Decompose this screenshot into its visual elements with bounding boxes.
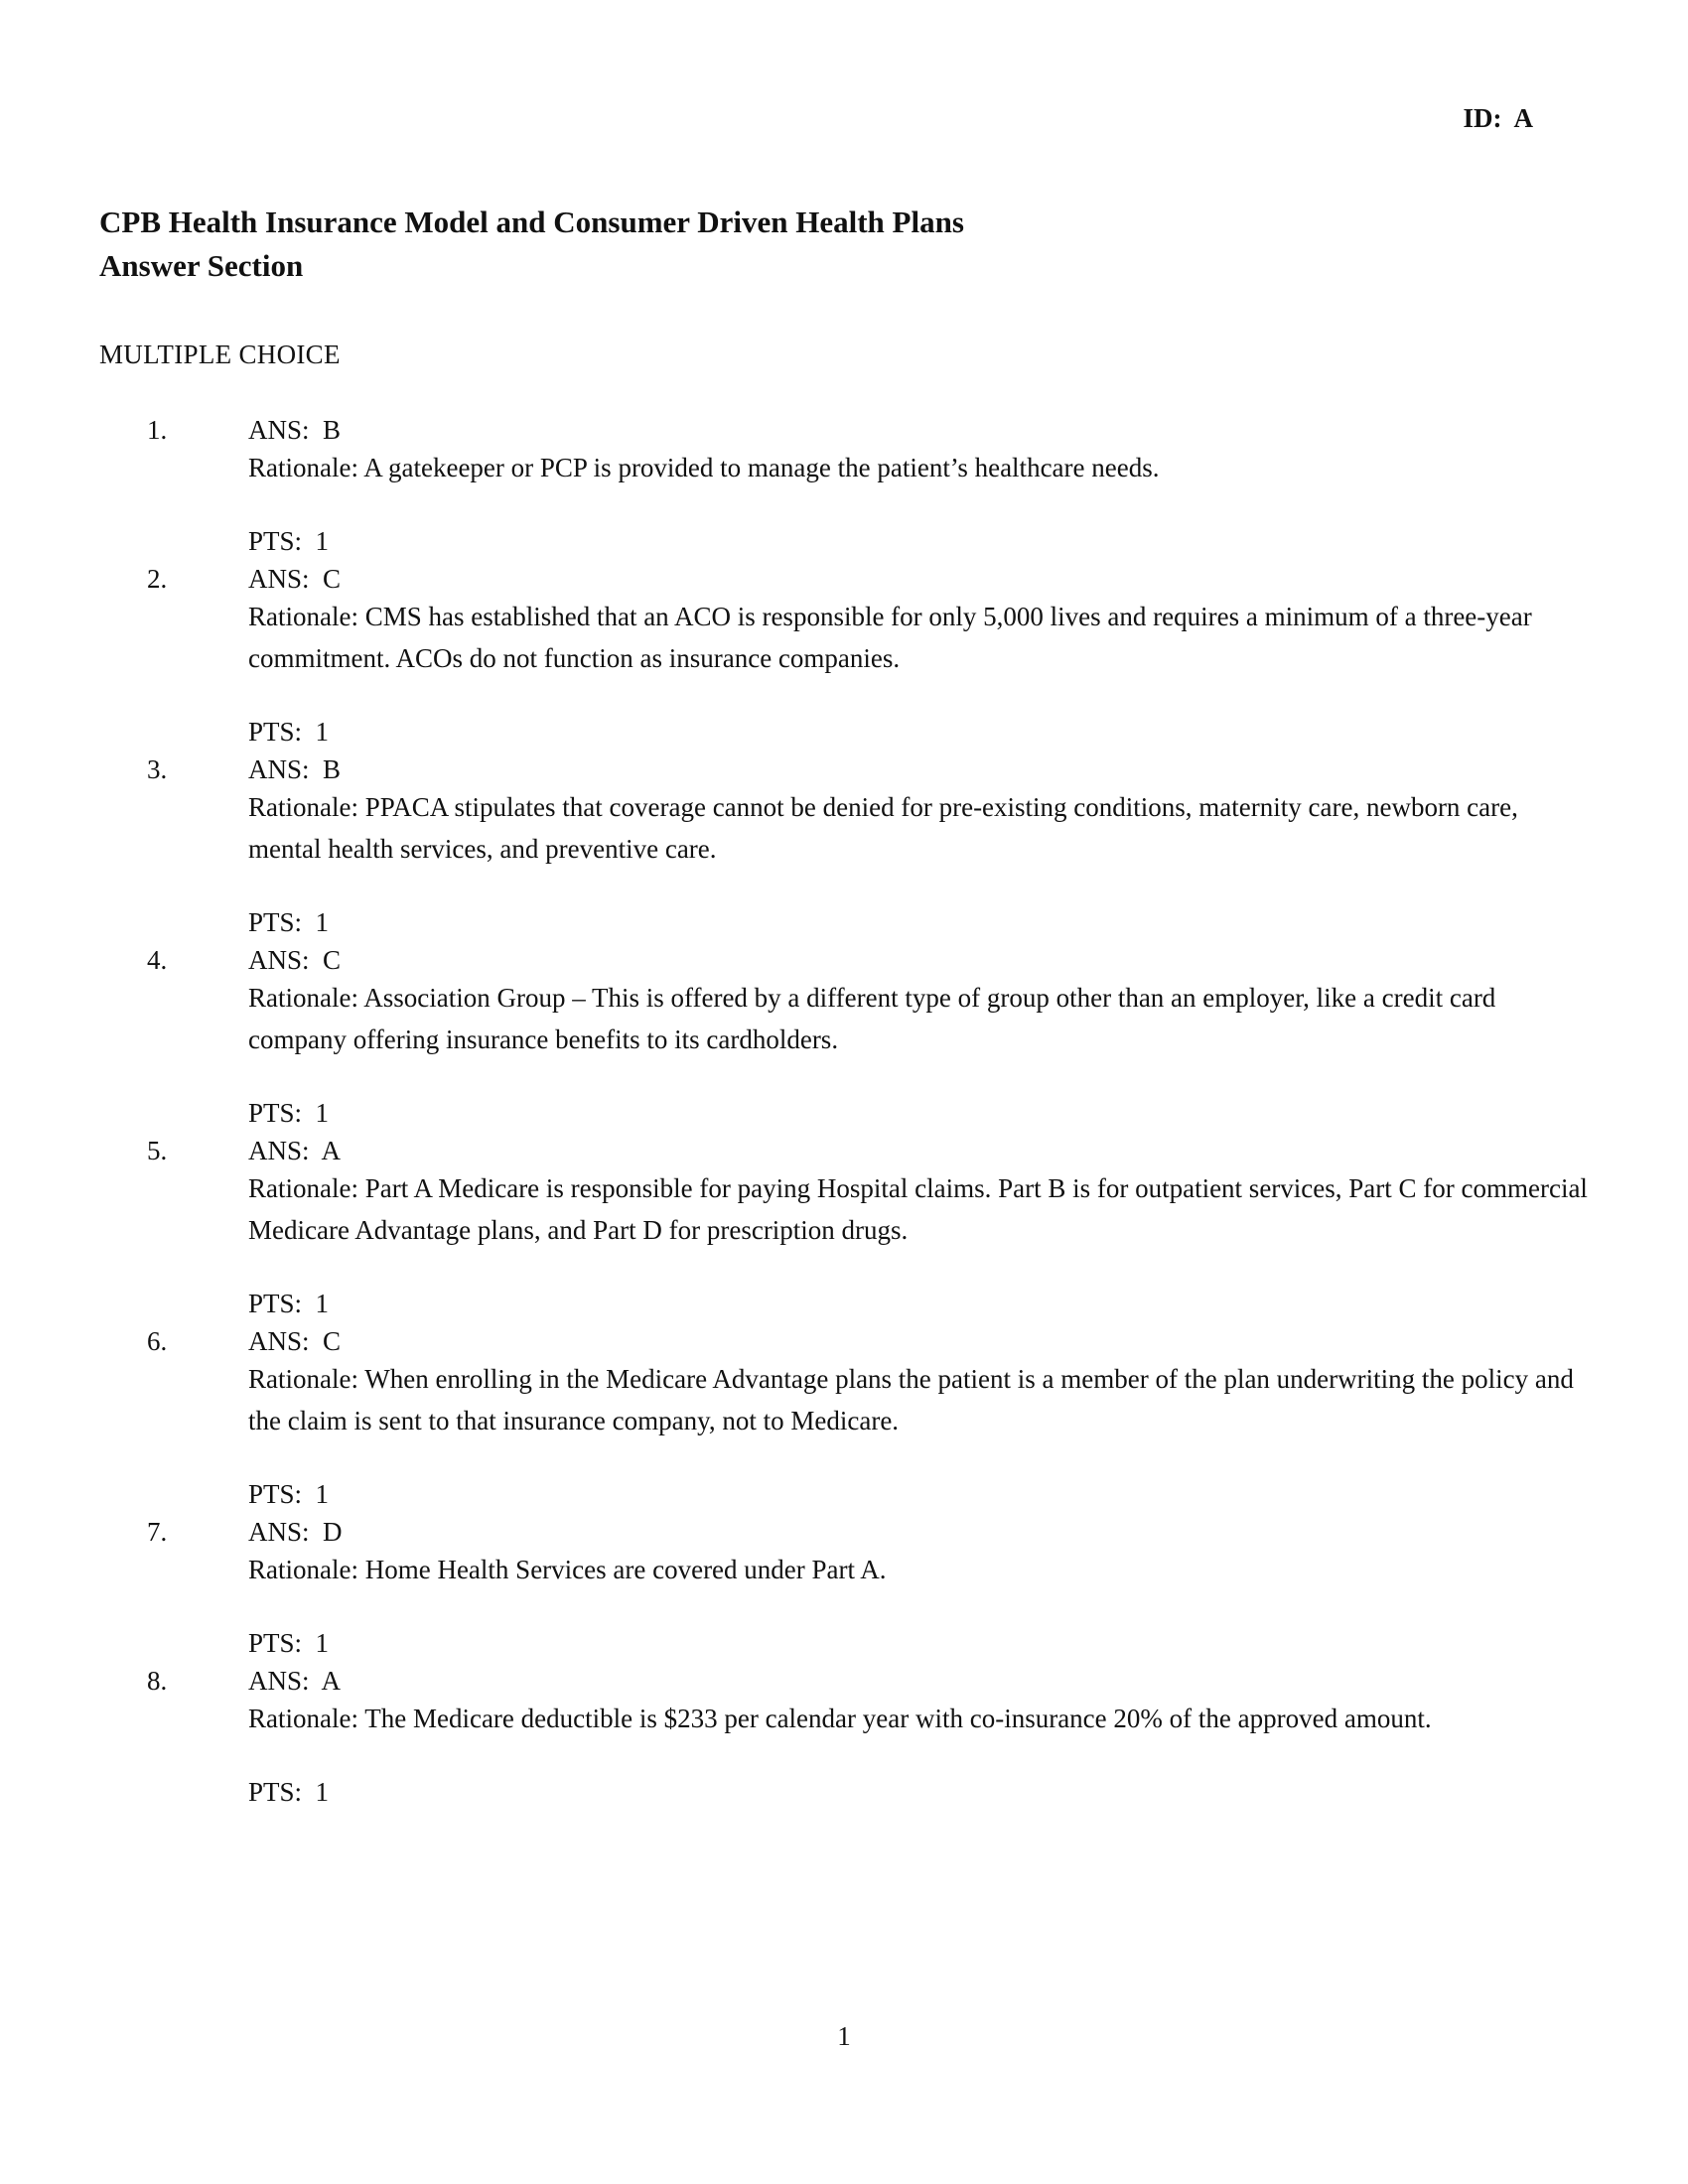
- question-item: [147, 560, 1589, 751]
- points-label: PTS:: [248, 907, 303, 937]
- answer-value: C: [323, 945, 342, 975]
- answer-value: A: [321, 1136, 342, 1165]
- answer-value: A: [321, 1666, 342, 1696]
- rationale-text: Association Group – This is offered by a different type of group other than an employer, like a credit card company offering insurance benefits to its cardholders.: [248, 983, 1496, 1054]
- document-id: [1463, 103, 1533, 134]
- question-item: [147, 411, 1589, 560]
- rationale-text: When enrolling in the Medicare Advantage plans the patient is a member of the plan underwriting the policy and the claim is sent to that insurance company, not to Medicare.: [248, 1364, 1574, 1435]
- rationale: [248, 1549, 1589, 1590]
- question-number: 8.: [147, 1666, 168, 1696]
- question-number: 1.: [147, 415, 168, 445]
- id-value: A: [1513, 103, 1533, 133]
- points-value: 1: [315, 526, 330, 556]
- rationale-label: Rationale:: [248, 1364, 358, 1394]
- answer-line: [248, 941, 1589, 979]
- rationale-label: Rationale:: [248, 1555, 358, 1584]
- rationale-label: Rationale:: [248, 602, 358, 631]
- points-line: [248, 1475, 1589, 1513]
- points-value: 1: [315, 907, 330, 937]
- rationale: [248, 596, 1589, 679]
- question-item: [147, 1322, 1589, 1513]
- question-item: [147, 1662, 1589, 1811]
- rationale-text: The Medicare deductible is $233 per calendar year with co-insurance 20% of the approved amount.: [364, 1704, 1432, 1733]
- answer-line: [248, 1662, 1589, 1700]
- answer-label: ANS:: [248, 754, 310, 784]
- answer-label: ANS:: [248, 1136, 310, 1165]
- points-label: PTS:: [248, 526, 303, 556]
- points-value: 1: [315, 1479, 330, 1509]
- points-label: PTS:: [248, 1479, 303, 1509]
- points-value: 1: [315, 1098, 330, 1128]
- points-label: PTS:: [248, 1777, 303, 1807]
- answer-line: [248, 560, 1589, 598]
- title-line-1: CPB Health Insurance Model and Consumer Driven Health Plans: [99, 205, 964, 239]
- points-value: 1: [315, 717, 330, 747]
- question-item: [147, 941, 1589, 1132]
- answer-value: C: [323, 564, 342, 594]
- rationale-text: Home Health Services are covered under Part A.: [364, 1555, 887, 1584]
- rationale-label: Rationale:: [248, 792, 358, 822]
- question-body: [248, 1662, 1589, 1811]
- points-line: [248, 1624, 1589, 1662]
- points-value: 1: [315, 1777, 330, 1807]
- question-number: 4.: [147, 945, 168, 975]
- question-list: [147, 411, 1589, 1811]
- rationale-label: Rationale:: [248, 983, 358, 1013]
- question-body: [248, 1322, 1589, 1513]
- answer-line: [248, 751, 1589, 788]
- question-number: 5.: [147, 1136, 168, 1165]
- answer-label: ANS:: [248, 564, 310, 594]
- rationale: [248, 1358, 1589, 1441]
- section-heading: MULTIPLE CHOICE: [99, 340, 341, 369]
- question-body: [248, 1513, 1589, 1662]
- answer-value: B: [323, 415, 342, 445]
- question-number: 3.: [147, 754, 168, 784]
- rationale: [248, 1698, 1589, 1739]
- answer-label: ANS:: [248, 1326, 310, 1356]
- rationale: [248, 1167, 1589, 1251]
- answer-value: D: [323, 1517, 343, 1547]
- rationale: [248, 977, 1589, 1060]
- answer-label: ANS:: [248, 945, 310, 975]
- document-title: [99, 201, 964, 288]
- points-value: 1: [315, 1628, 330, 1658]
- answer-label: ANS:: [248, 1517, 310, 1547]
- question-item: [147, 751, 1589, 941]
- points-line: [248, 903, 1589, 941]
- page-number: 1: [837, 2021, 851, 2051]
- points-label: PTS:: [248, 1098, 303, 1128]
- title-line-2: Answer Section: [99, 248, 304, 283]
- points-line: [248, 713, 1589, 751]
- rationale-text: A gatekeeper or PCP is provided to manage the patient’s healthcare needs.: [363, 453, 1160, 482]
- points-value: 1: [315, 1289, 330, 1318]
- points-line: [248, 1773, 1589, 1811]
- points-label: PTS:: [248, 1628, 303, 1658]
- points-line: [248, 1094, 1589, 1132]
- rationale: [248, 786, 1589, 870]
- answer-value: C: [323, 1326, 342, 1356]
- question-number: 2.: [147, 564, 168, 594]
- rationale-label: Rationale:: [248, 453, 358, 482]
- points-line: [248, 1285, 1589, 1322]
- answer-line: [248, 411, 1589, 449]
- question-item: [147, 1132, 1589, 1322]
- question-body: [248, 560, 1589, 751]
- points-label: PTS:: [248, 1289, 303, 1318]
- answer-line: [248, 1132, 1589, 1169]
- question-number: 6.: [147, 1326, 168, 1356]
- answer-line: [248, 1322, 1589, 1360]
- rationale-text: PPACA stipulates that coverage cannot be denied for pre-existing conditions, maternity care, newborn care, mental health services, and preventive care.: [248, 792, 1518, 864]
- question-number: 7.: [147, 1517, 168, 1547]
- answer-label: ANS:: [248, 415, 310, 445]
- rationale-text: CMS has established that an ACO is responsible for only 5,000 lives and requires a minimum of a three-year commitment. ACOs do not function as insurance companies.: [248, 602, 1532, 673]
- points-label: PTS:: [248, 717, 303, 747]
- rationale-text: Part A Medicare is responsible for paying Hospital claims. Part B is for outpatient services, Part C for commercial Medicare Advantage plans, and Part D for prescription drugs.: [248, 1173, 1588, 1245]
- question-item: [147, 1513, 1589, 1662]
- question-body: [248, 941, 1589, 1132]
- answer-label: ANS:: [248, 1666, 310, 1696]
- rationale: [248, 447, 1589, 488]
- question-body: [248, 411, 1589, 560]
- points-line: [248, 522, 1589, 560]
- answer-value: B: [323, 754, 342, 784]
- id-label: ID:: [1463, 103, 1502, 133]
- question-body: [248, 751, 1589, 941]
- rationale-label: Rationale:: [248, 1704, 358, 1733]
- answer-line: [248, 1513, 1589, 1551]
- question-body: [248, 1132, 1589, 1322]
- rationale-label: Rationale:: [248, 1173, 358, 1203]
